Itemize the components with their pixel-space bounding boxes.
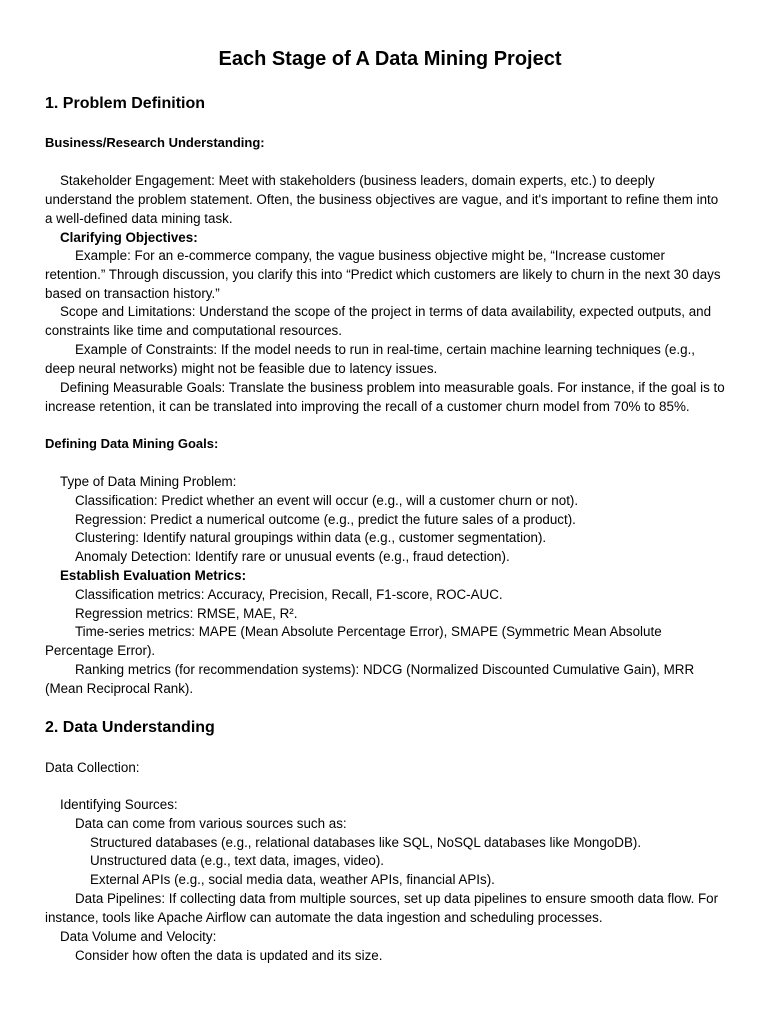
list-item-identifying-sources: Identifying Sources:	[60, 797, 178, 812]
list-item-evaluation-metrics: Establish Evaluation Metrics:	[60, 568, 247, 583]
section-heading-problem-definition: 1. Problem Definition	[45, 95, 206, 112]
paragraph-scope-limitations: Scope and Limitations: Understand the scope of the project in terms of data availability, expected outputs, and constraints like time and computational resources.	[45, 304, 712, 338]
list-item-clustering: Clustering: Identify natural groupings within data (e.g., customer segmentation).	[75, 530, 547, 545]
paragraph-stakeholder-engagement: Stakeholder Engagement: Meet with stakeholders (business leaders, domain experts, etc.) to deeply understand the problem statement. Often, the business objectives are vague, and it's important to refine them into a well-defined data mining task.	[45, 173, 719, 226]
list-item-structured-databases: Structured databases (e.g., relational databases like SQL, NoSQL databases like MongoDB).	[90, 835, 642, 850]
list-item-timeseries-metrics: Time-series metrics: MAPE (Mean Absolute Percentage Error), SMAPE (Symmetric Mean Absolute Percentage Error).	[45, 624, 662, 658]
list-item-external-apis: External APIs (e.g., social media data, weather APIs, financial APIs).	[90, 872, 495, 887]
list-item-regression: Regression: Predict a numerical outcome (e.g., predict the future sales of a product).	[75, 512, 576, 527]
list-item-ranking-metrics: Ranking metrics (for recommendation systems): NDCG (Normalized Discounted Cumulative Gain), MRR (Mean Reciprocal Rank).	[45, 662, 695, 696]
subheading-business-understanding: Business/Research Understanding:	[45, 135, 265, 150]
list-item-update-frequency: Consider how often the data is updated and its size.	[75, 948, 383, 963]
paragraph-clarifying-objectives: Clarifying Objectives:	[60, 230, 198, 245]
list-item-anomaly-detection: Anomaly Detection: Identify rare or unusual events (e.g., fraud detection).	[75, 549, 510, 564]
paragraph-measurable-goals: Defining Measurable Goals: Translate the business problem into measurable goals. For instance, if the goal is to increase retention, it can be translated into improving the recall of a customer churn model from 70% to 85%.	[45, 380, 725, 414]
list-item-problem-type: Type of Data Mining Problem:	[60, 474, 237, 489]
section-heading-data-understanding: 2. Data Understanding	[45, 719, 215, 736]
paragraph-example-constraints: Example of Constraints: If the model needs to run in real-time, certain machine learning techniques (e.g., deep neural networks) might not be feasible due to latency issues.	[45, 342, 696, 376]
subheading-data-mining-goals: Defining Data Mining Goals:	[45, 436, 219, 451]
paragraph-data-collection: Data Collection:	[45, 760, 140, 775]
list-item-classification: Classification: Predict whether an event will occur (e.g., will a customer churn or not).	[75, 493, 579, 508]
list-item-regression-metrics: Regression metrics: RMSE, MAE, R².	[75, 606, 298, 621]
list-item-data-pipelines: Data Pipelines: If collecting data from multiple sources, set up data pipelines to ensure smooth data flow. For instance, tools like Apache Airflow can automate the data ingestion and scheduling processes.	[45, 891, 719, 925]
paragraph-example-ecommerce: Example: For an e-commerce company, the vague business objective might be, “Increase customer retention.” Through discussion, you clarify this into “Predict which customers are likely to churn in the next 30 days based on transaction history.”	[45, 248, 721, 301]
list-item-various-sources: Data can come from various sources such as:	[75, 816, 347, 831]
list-item-volume-velocity: Data Volume and Velocity:	[60, 929, 217, 944]
list-item-classification-metrics: Classification metrics: Accuracy, Precision, Recall, F1-score, ROC-AUC.	[75, 587, 503, 602]
page-title: Each Stage of A Data Mining Project	[218, 48, 562, 70]
list-item-unstructured-data: Unstructured data (e.g., text data, images, video).	[90, 853, 384, 868]
